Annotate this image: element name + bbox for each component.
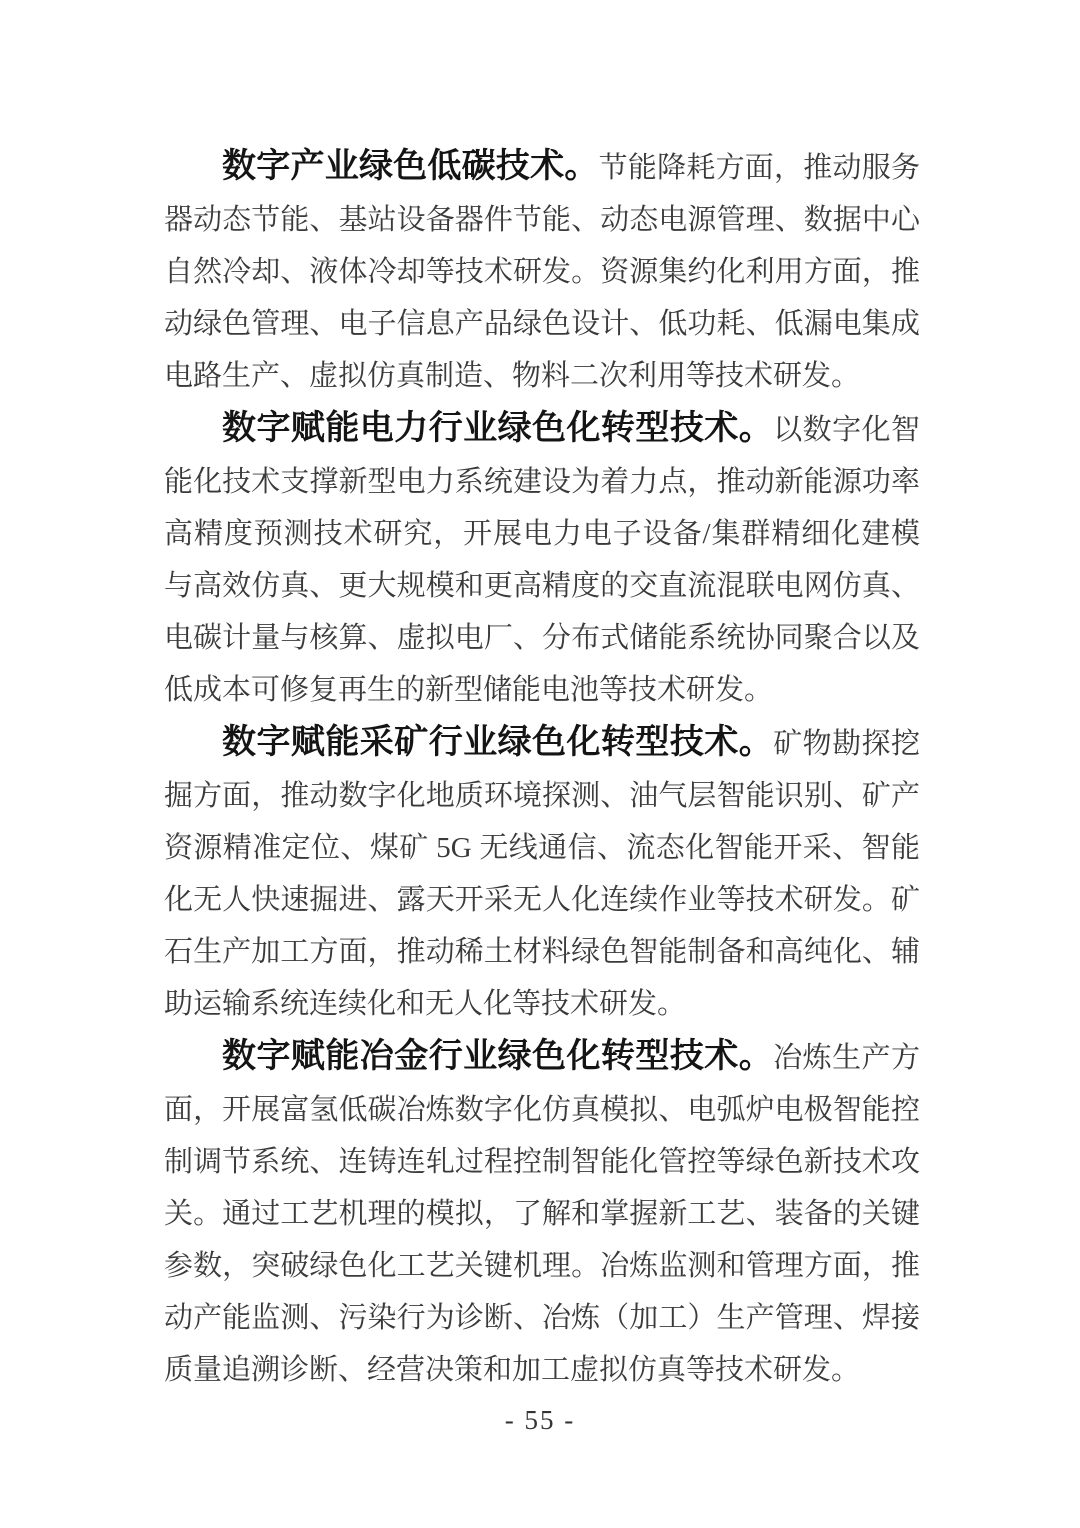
page-number: - 55 -	[504, 1405, 576, 1435]
paragraph-heading: 数字赋能冶金行业绿色化转型技术。	[222, 1037, 774, 1075]
paragraph-body: 冶炼生产方面，开展富氢低碳冶炼数字化仿真模拟、电弧炉电极智能控制调节系统、连铸连轧过程控制智能化管控等绿色新技术攻关。通过工艺机理的模拟，了解和掌握新工艺、装备的关键参数，突破绿色化工艺关键机理。冶炼监测和管理方面，推动产能监测、污染行为诊断、冶炼（加工）生产管理、焊接质量追溯诊断、经营决策和加工虚拟仿真等技术研发。	[164, 1042, 920, 1386]
paragraph-heading: 数字产业绿色低碳技术。	[222, 147, 599, 185]
paragraph-metallurgy-industry-transformation	[164, 1030, 920, 1396]
paragraph-mining-industry-transformation	[164, 716, 920, 1030]
paragraph-body: 以数字化智能化技术支撑新型电力系统建设为着力点，推动新能源功率高精度预测技术研究，开展电力电子设备/集群精细化建模与高效仿真、更大规模和更高精度的交直流混联电网仿真、电碳计量与核算、虚拟电厂、分布式储能系统协同聚合以及低成本可修复再生的新型储能电池等技术研发。	[164, 414, 920, 706]
paragraph-power-industry-transformation	[164, 402, 920, 716]
paragraph-body: 节能降耗方面，推动服务器动态节能、基站设备器件节能、动态电源管理、数据中心自然冷却、液体冷却等技术研发。资源集约化利用方面，推动绿色管理、电子信息产品绿色设计、低功耗、低漏电集成电路生产、虚拟仿真制造、物料二次利用等技术研发。	[164, 152, 920, 392]
paragraph-body: 矿物勘探挖掘方面，推动数字化地质环境探测、油气层智能识别、矿产资源精准定位、煤矿 5G 无线通信、流态化智能开采、智能化无人快速掘进、露天开采无人化连续作业等技术研发。矿石生产加工方面，推动稀土材料绿色智能制备和高纯化、辅助运输系统连续化和无人化等技术研发。	[164, 728, 920, 1020]
text-block	[164, 140, 920, 1396]
paragraph-heading: 数字赋能电力行业绿色化转型技术。	[222, 409, 774, 447]
paragraph-heading: 数字赋能采矿行业绿色化转型技术。	[222, 723, 774, 761]
paragraph-digital-industry-green-tech	[164, 140, 920, 402]
